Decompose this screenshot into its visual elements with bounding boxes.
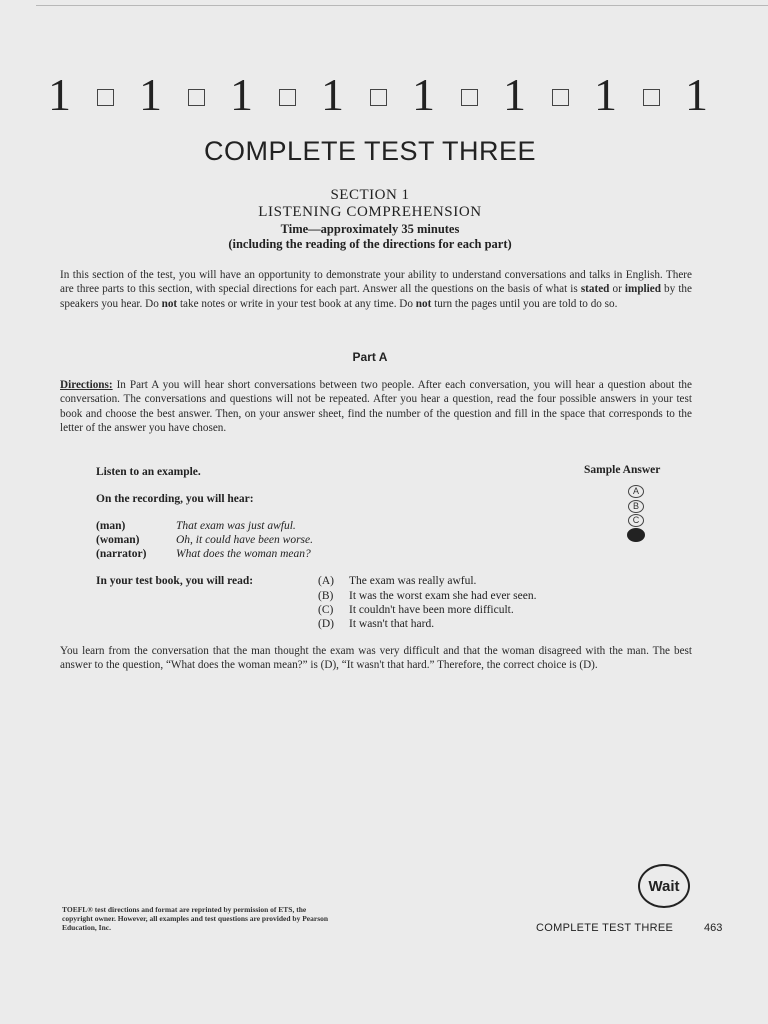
intro-text: turn the pages until you are told to do so. (431, 297, 618, 310)
intro-paragraph (60, 268, 692, 311)
wait-label: Wait (648, 877, 680, 895)
top-rule (36, 5, 768, 6)
section-name: LISTENING COMPREHENSION (258, 204, 482, 220)
square-icon (188, 89, 205, 106)
speaker-label: (man) (96, 520, 126, 532)
section-time: Time—approximately 35 minutes (280, 222, 460, 236)
banner-digit: 1 (503, 69, 526, 120)
square-icon (643, 89, 660, 106)
test-title: COMPLETE TEST THREE (203, 136, 537, 166)
option-text: It was the worst exam she had ever seen. (349, 590, 537, 602)
square-icon (552, 89, 569, 106)
square-icon (370, 89, 387, 106)
answer-bubble-d-filled (627, 528, 645, 542)
speaker-label: (narrator) (96, 548, 147, 560)
directions-text: In Part A you will hear short conversations between two people. After each conversation, you will hear a question about the conversation. The conversations and questions will not be repeated. After you hear a question, read the four possible answers in your test book and choose the best answer. Then, on your answer sheet, find the number of the question and fill in the space that corresponds to the letter of the answer you have chosen. (60, 379, 692, 435)
listen-example-label: Listen to an example. (96, 466, 201, 478)
in-book-label: In your test book, you will read: (96, 575, 254, 587)
square-icon (279, 89, 296, 106)
option-letter: (C) (318, 604, 334, 616)
intro-text: In this section of the test, you will have an opportunity to demonstrate your ability to understand conversations and talks in English. There are three parts to this section, with special directions for each part. Answer all the questions on the basis of what is (60, 269, 692, 296)
intro-emphasis-not: not (161, 297, 178, 310)
intro-emphasis-not: not (415, 297, 432, 310)
banner-digit: 1 (321, 69, 344, 120)
part-title: Part A (352, 350, 388, 364)
footer-running-title: COMPLETE TEST THREE (536, 922, 674, 934)
square-icon (461, 89, 478, 106)
banner-digit: 1 (139, 69, 162, 120)
intro-text: take notes or write in your test book at any time. Do (177, 297, 416, 310)
banner-digit: 1 (685, 69, 708, 120)
option-letter: (A) (318, 575, 334, 587)
option-letter: (D) (318, 618, 334, 630)
section-note: (including the reading of the directions for each part) (228, 237, 512, 251)
directions-paragraph (60, 378, 692, 436)
option-text: The exam was really awful. (349, 575, 477, 587)
conclusion-paragraph: You learn from the conversation that the man thought the exam was very difficult and that the woman disagreed with the man. The best answer to the question, “What does the woman mean?” is (D), “It wasn't that hard.” Therefore, the correct choice is (D). (60, 645, 692, 672)
answer-bubble-a: A (628, 485, 644, 498)
answer-bubble-c: C (628, 514, 644, 527)
banner-digit: 1 (230, 69, 253, 120)
page-number: 463 (704, 922, 723, 934)
section-number: SECTION 1 (330, 187, 410, 203)
intro-emphasis-implied: implied (624, 283, 661, 296)
speaker-line: That exam was just awful. (176, 520, 296, 532)
answer-bubble-b: B (628, 500, 644, 513)
footer-copyright-note: TOEFL® test directions and format are reprinted by permission of ETS, the copyright owner. However, all examples and test questions are provided by Pearson Education, Inc. (62, 905, 329, 932)
speaker-line: Oh, it could have been worse. (176, 534, 314, 546)
banner-digit: 1 (48, 69, 71, 120)
sample-answer-label: Sample Answer (584, 464, 661, 476)
section-banner (48, 70, 708, 120)
option-letter: (B) (318, 590, 334, 602)
speaker-label: (woman) (96, 534, 140, 546)
square-icon (97, 89, 114, 106)
banner-digit: 1 (412, 69, 435, 120)
directions-label: Directions: (60, 379, 113, 391)
intro-text: by the speakers you hear. Do (60, 283, 692, 310)
option-text: It wasn't that hard. (349, 618, 435, 630)
speaker-line: What does the woman mean? (176, 548, 311, 560)
option-text: It couldn't have been more difficult. (349, 604, 514, 616)
banner-digit: 1 (594, 69, 617, 120)
intro-text: or (609, 283, 625, 296)
intro-emphasis-stated: stated (580, 283, 610, 296)
on-recording-label: On the recording, you will hear: (96, 493, 254, 505)
wait-badge (638, 864, 690, 908)
